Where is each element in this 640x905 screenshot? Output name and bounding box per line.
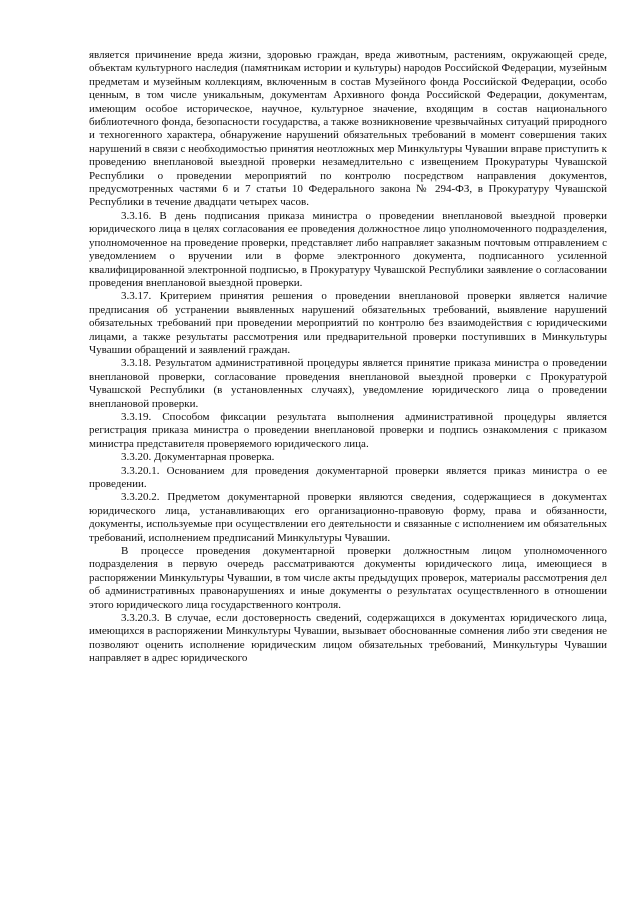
paragraph-3-3-17: 3.3.17. Критерием принятия решения о проведении внеплановой проверки является наличие предписания об устранении выявленных нарушений обязательных требований, выявление нарушений обязательных требований при проведении мероприятий по контролю без взаимодействия с юридическими лицами, а также результаты рассмотрения или предварительной проверки поступивших в Минкультуры Чувашии обращений и заявлений граждан. bbox=[89, 290, 607, 356]
paragraph-3-3-18: 3.3.18. Результатом административной процедуры является принятие приказа министра о проведении внеплановой проверки, согласование проведения внеплановой выездной проверки с Прокуратурой Чувашской Республики (в установленных случаях), уведомление юридического лица о проведении внеплановой проверки. bbox=[89, 357, 607, 410]
paragraph-3-3-16: 3.3.16. В день подписания приказа министра о проведении внеплановой выездной проверки юридического лица в целях согласования ее проведения должностное лицо уполномоченного подразделения, уполномоченное на проведение проверки, представляет либо направляет заказным почтовым отправлением с уведомлением о вручении или в форме электронного документа, подписанного усиленной квалифицированной электронной подписью, в Прокуратуру Чувашской Республики заявление о согласовании проведения внеплановой выездной проверки. bbox=[89, 209, 607, 289]
paragraph-continuation: является причинение вреда жизни, здоровью граждан, вреда животным, растениям, окружающей среде, объектам культурного наследия (памятникам истории и культуры) народов Российской Федерации, музейным предметам и музейным коллекциям, включенным в состав Музейного фонда Российской Федерации, особо ценным, в том числе уникальным, документам Архивного фонда Российской Федерации, документам, имеющим особое историческое, научное, культурное значение, входящим в состав национального библиотечного фонда, безопасности государства, а также возникновение чрезвычайных ситуаций природного и техногенного характера, обнаружение нарушений обязательных требований в момент совершения таких нарушений в связи с необходимостью принятия неотложных мер Минкультуры Чувашии вправе приступить к проведению внеплановой выездной проверки незамедлительно с извещением Прокуратуры Чувашской Республики о проведении мероприятий по контролю посредством направления документов, предусмотренных частями 6 и 7 статьи 10 Федерального закона № 294-ФЗ, в Прокуратуру Чувашской Республики в течение двадцати четырех часов. bbox=[89, 49, 607, 209]
paragraph-documentary-process: В процессе проведения документарной проверки должностным лицом уполномоченного подразделения в первую очередь рассматриваются документы юридического лица, имеющиеся в распоряжении Минкультуры Чувашии, в том числе акты предыдущих проверок, материалы рассмотрения дел об административных правонарушениях и иные документы о результатах осуществленного в отношении этого юридического лица государственного контроля. bbox=[89, 545, 607, 611]
paragraph-3-3-20: 3.3.20. Документарная проверка. bbox=[121, 451, 275, 464]
paragraph-3-3-20-1: 3.3.20.1. Основанием для проведения документарной проверки является приказ министра о ее проведении. bbox=[89, 464, 607, 490]
paragraph-3-3-20-3: 3.3.20.3. В случае, если достоверность сведений, содержащихся в документах юридического лица, имеющихся в распоряжении Минкультуры Чувашии, вызывает обоснованные сомнения либо эти сведения не позволяют оценить исполнение юридическим лицом обязательных требований, Минкультуры Чувашии направляет в адрес юридического bbox=[89, 612, 607, 665]
paragraph-3-3-19: 3.3.19. Способом фиксации результата выполнения административной процедуры является регистрация приказа министра о проведении внеплановой проверки и подпись ознакомления с приказом министра представителя проверяемого юридического лица. bbox=[89, 410, 607, 450]
paragraph-3-3-20-2: 3.3.20.2. Предметом документарной проверки являются сведения, содержащиеся в документах юридического лица, устанавливающих его организационно-правовую форму, права и обязанности, документы, используемые при осуществлении его деятельности и связанные с исполнением им обязательных требований, исполнением предписаний Минкультуры Чувашии. bbox=[89, 491, 607, 544]
